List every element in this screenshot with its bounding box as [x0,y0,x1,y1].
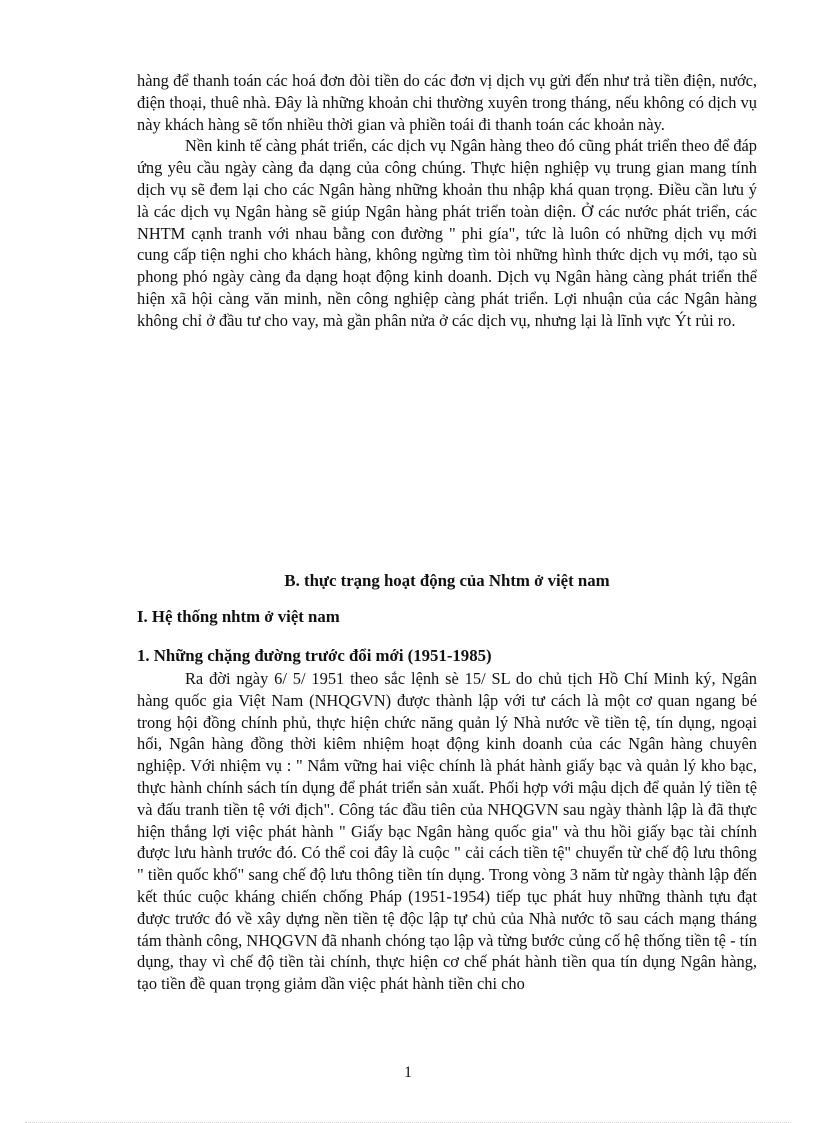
history-text-block [137,668,757,995]
section-title: B. thực trạng hoạt động của Nhtm ở việt nam [284,571,610,590]
subsection-heading: I. Hệ thống nhtm ở việt nam [137,607,340,626]
page-number: 1 [404,1064,412,1081]
intro-text-block [137,70,757,332]
paragraph-history: Ra đời ngày 6/ 5/ 1951 theo sắc lệnh sè 15/ SL do chủ tịch Hồ Chí Minh ký, Ngân hàng quốc gia Việt Nam (NHQGVN) được thành lập với tư cách là một cơ quan ngang bé trong hội đồng chính phủ, thực hiện chức năng quản lý Nhà nước về tiền tệ, tín dụng, ngoại hối, Ngân hàng đồng thời kiêm nhiệm hoạt động kinh doanh của các Ngân hàng chuyên nghiệp. Với nhiệm vụ : " Nắm vững hai việc chính là phát hành giấy bạc và quản lý kho bạc, thực hành chính sách tín dụng để phát triển sản xuất. Phối hợp với mậu dịch để quản lý tiền tệ và đấu tranh tiền tệ với địch". Công tác đầu tiên của NHQGVN sau ngày thành lập là đã thực hiện thắng lợi việc phát hành " Giấy bạc Ngân hàng quốc gia" và thu hồi giấy bạc tài chính được lưu hành trước đó. Có thể coi đây là cuộc " cải cách tiền tệ" chuyển từ chế độ lưu thông " tiền quốc khố" sang chế độ lưu thông tiền tín dụng. Trong vòng 3 năm từ ngày thành lập đến kết thúc cuộc kháng chiến chống Pháp (1951-1954) tiếp tục phát huy những thành tựu đạt được trước đó về xây dựng nền tiền tệ độc lập tự chủ của Nhà nước tõ sau cách mạng tháng tám thành công, NHQGVN đã nhanh chóng tạo lập và từng bước củng cố hệ thống tiền tệ - tín dụng, thay vì chế độ tiền tài chính, thực hiện cơ chế phát hành tiền qua tín dụng Ngân hàng, tạo tiền đề quan trọng giảm dần việc phát hành tiền chi cho [137,669,757,994]
paragraph-continuation: hàng để thanh toán các hoá đơn đòi tiền do các đơn vị dịch vụ gửi đến như trả tiền điện, nước, điện thoại, thuê nhà. Đây là những khoản chi thường xuyên trong tháng, nếu không có dịch vụ này khách hàng sẽ tốn nhiều thời gian và phiền toái đi thanh toán các khoản này. [137,71,757,134]
paragraph-banking-services: Nền kinh tế càng phát triển, các dịch vụ Ngân hàng theo đó cũng phát triển theo để đáp ứng yêu cầu ngày càng đa dạng của công chúng. Thực hiện nghiệp vụ trung gian mang tính dịch vụ sẽ đem lại cho các Ngân hàng những khoản thu nhập khá quan trọng. Điều cần lưu ý là các dịch vụ Ngân hàng sẽ giúp Ngân hàng phát triển toàn diện. Ở các nước phát triển, các NHTM cạnh tranh với nhau bằng con đường " phi gía", tức là luôn có những dịch vụ mới cung cấp tiện nghi cho khách hàng, không ngừng tìm tòi những hình thức dịch vụ mới, tạo sù phong phó ngày càng đa dạng hoạt động kinh doanh. Dịch vụ Ngân hàng càng phát triển thể hiện xã hội càng văn minh, nền công nghiệp càng phát triển. Lợi nhuận của các Ngân hàng không chỉ ở đầu tư cho vay, mà gần phân nửa ở các dịch vụ, nhưng lại là lĩnh vực Ýt rủi ro. [137,136,757,330]
subsubsection-heading: 1. Những chặng đường trước đổi mới (1951-1985) [137,646,492,665]
